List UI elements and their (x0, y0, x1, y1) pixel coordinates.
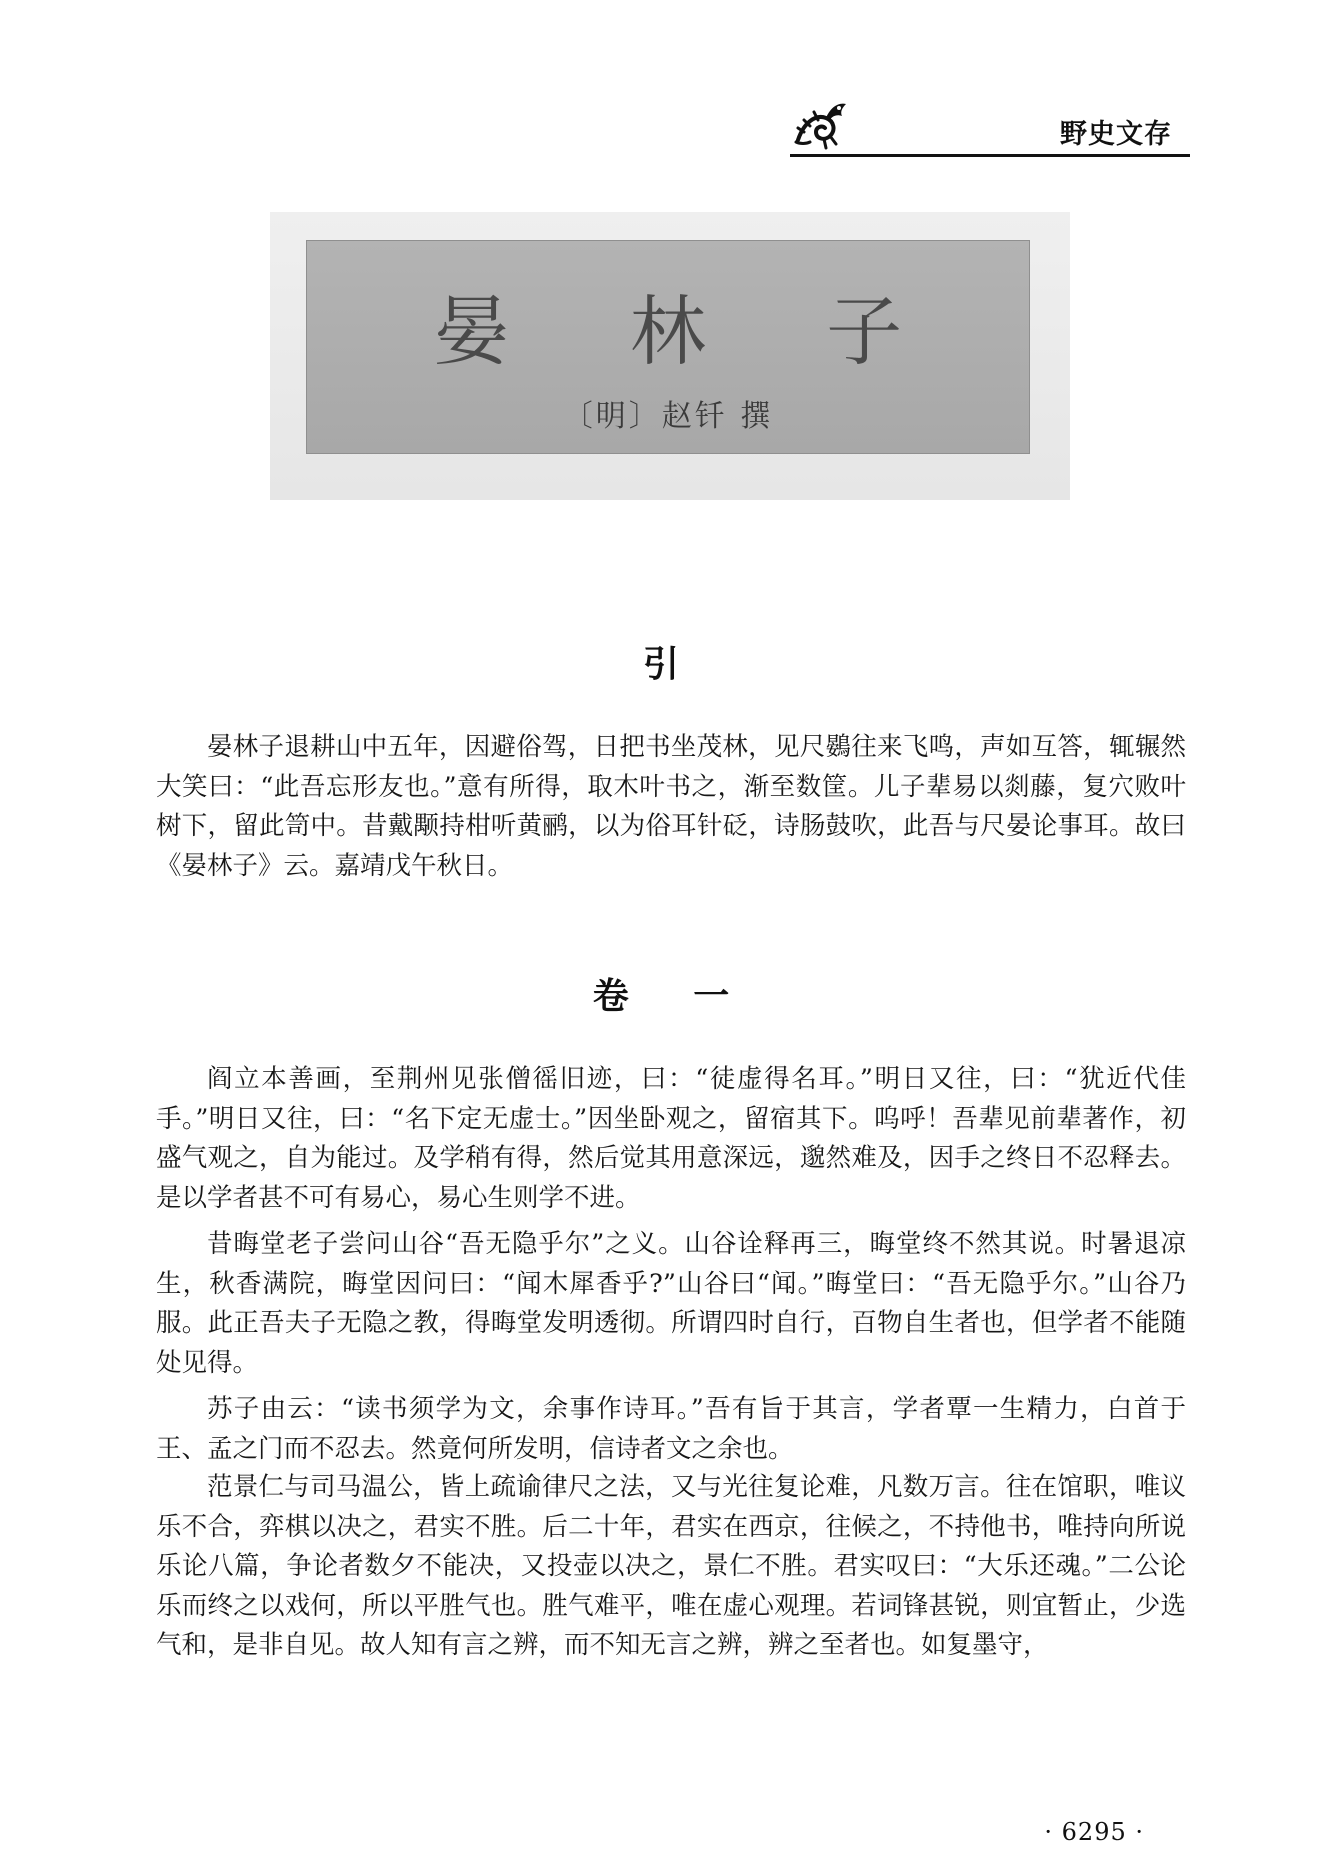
body-paragraph: 苏子由云：“读书须学为文，余事作诗耳。”吾有旨于其言，学者覃一生精力，白首于王、孟之门而不忍去。然竟何所发明，信诗者文之余也。 (156, 1394, 1186, 1464)
page-number: · 6295 · (1044, 1818, 1144, 1846)
header-rule (790, 154, 1190, 157)
book-title: 晏 林 子 (433, 287, 951, 376)
book-author: 〔明〕赵钎 撰 (562, 399, 774, 434)
intro-heading: 引 (642, 644, 679, 685)
body-paragraph: 昔晦堂老子尝问山谷“吾无隐乎尔”之义。山谷诠释再三，晦堂终不然其说。时暑退凉生，秋香满院，晦堂因问曰：“闻木犀香乎?”山谷曰“闻。”晦堂曰：“吾无隐乎尔。”山谷乃服。此正吾夫子无隐之教，得晦堂发明透彻。所谓四时自行，百物自生者也，但学者不能随处见得。 (156, 1229, 1186, 1378)
body-paragraph: 阎立本善画，至荆州见张僧徭旧迹，曰：“徒虚得名耳。”明日又往，曰：“犹近代佳手。”明日又往，曰：“名下定无虚士。”因坐卧观之，留宿其下。呜呼！吾辈见前辈著作，初盛气观之，自为能过。及学稍有得，然后觉其用意深远，邈然难及，因手之终日不忍释去。是以学者甚不可有易心，易心生则学不进。 (156, 1064, 1186, 1213)
title-banner (306, 240, 1030, 454)
series-title: 野史文存 (1060, 119, 1172, 150)
intro-paragraph: 晏林子退耕山中五年，因避俗驾，日把书坐茂林，见尺鷃往来飞鸣，声如互答，辄辗然大笑曰：“此吾忘形友也。”意有所得，取木叶书之，渐至数筐。儿子辈易以剡藤，复穴败叶树下，留此笥中。昔戴颙持柑听黄鹂，以为俗耳针砭，诗肠鼓吹，此吾与尺晏论事耳。故曰《晏林子》云。嘉靖戊午秋日。 (156, 732, 1186, 881)
body-paragraph: 范景仁与司马温公，皆上疏谕律尺之法，又与光往复论难，凡数万言。往在馆职，唯议乐不合，弈棋以决之，君实不胜。后二十年，君实在西京，往候之，不持他书，唯持向所说乐论八篇，争论者数夕不能决，又投壶以决之，景仁不胜。君实叹曰：“大乐还魂。”二公论乐而终之以戏何，所以平胜气也。胜气难平，唯在虚心观理。若词锋甚锐，则宜暂止，少选气和，是非自见。故人知有言之辨，而不知无言之辨，辨之至者也。如复墨守， (156, 1472, 1186, 1660)
dragon-emblem-icon (790, 92, 852, 154)
volume-heading: 卷 一 (592, 976, 756, 1017)
